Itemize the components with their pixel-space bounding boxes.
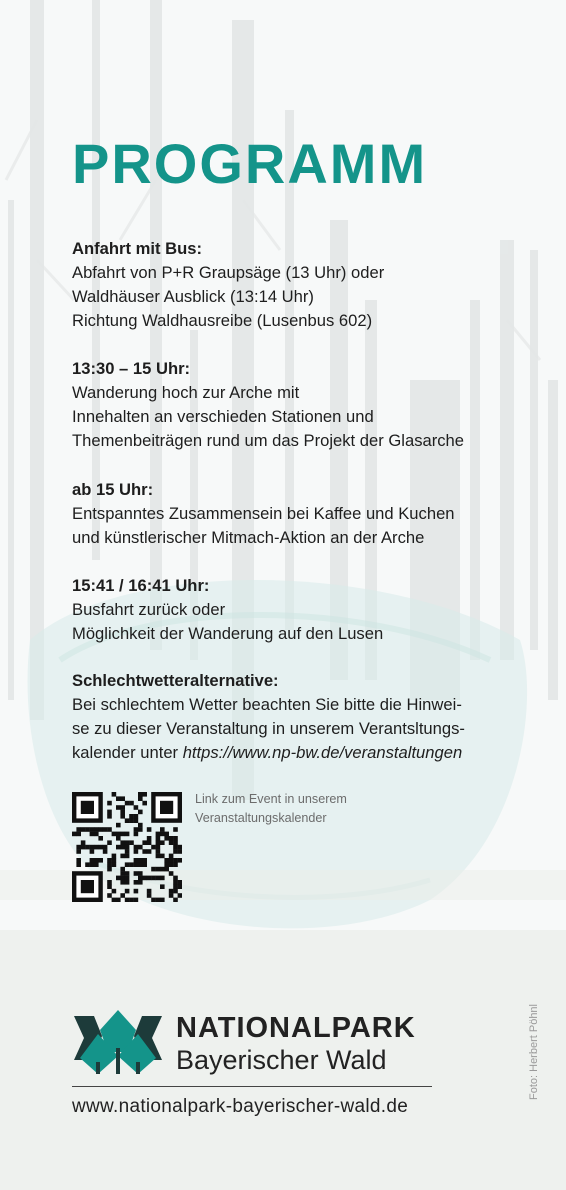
- website-link[interactable]: www.nationalpark-bayerischer-wald.de: [72, 1096, 409, 1117]
- section-heading: Anfahrt mit Bus:: [72, 239, 202, 258]
- section-bad-weather: [72, 669, 542, 765]
- qr-code-icon: [72, 792, 182, 902]
- section-line: Möglichkeit der Wanderung auf den Lusen: [72, 624, 384, 643]
- qr-caption-line: Link zum Event in unserem: [195, 792, 347, 806]
- photo-credit: Foto: Herbert Pöhnl: [528, 1004, 540, 1100]
- section-heading: 15:41 / 16:41 Uhr:: [72, 576, 210, 595]
- nationalpark-tree-logo-icon: [72, 1008, 164, 1076]
- section-heading: 13:30 – 15 Uhr:: [72, 359, 191, 378]
- section-line: Wanderung hoch zur Arche mit: [72, 383, 300, 402]
- section-line: Themenbeiträgen rund um das Projekt der Glasarche: [72, 431, 465, 450]
- section-line: Waldhäuser Ausblick (13:14 Uhr): [72, 287, 314, 306]
- events-calendar-link[interactable]: https://www.np-bw.de/veranstaltungen: [182, 743, 463, 762]
- section-line: se zu dieser Veranstaltung in unserem Verantsltungs-: [72, 719, 465, 738]
- section-bus-arrival: [72, 237, 542, 333]
- nationalpark-logo: [72, 1008, 434, 1076]
- brand-subtitle: Bayerischer Wald: [176, 1045, 387, 1075]
- page-title: PROGRAMM: [72, 132, 428, 195]
- section-line-prefix: kalender unter: [72, 743, 183, 762]
- section-line: und künstlerischer Mitmach-Aktion an der Arche: [72, 528, 425, 547]
- qr-caption: [195, 790, 347, 828]
- section-return: [72, 574, 542, 646]
- section-hike: [72, 357, 542, 453]
- section-line: Innehalten an verschieden Stationen und: [72, 407, 374, 426]
- qr-caption-line: Veranstaltungskalender: [195, 811, 327, 825]
- brand-name: NATIONALPARK: [176, 1012, 416, 1044]
- section-gathering: [72, 478, 542, 550]
- section-line: Abfahrt von P+R Graupsäge (13 Uhr) oder: [72, 263, 385, 282]
- section-line: Richtung Waldhausreibe (Lusenbus 602): [72, 311, 373, 330]
- divider: [72, 1086, 432, 1087]
- section-heading: ab 15 Uhr:: [72, 480, 154, 499]
- section-line: Entspanntes Zusammensein bei Kaffee und Kuchen: [72, 504, 455, 523]
- section-line-with-link: [72, 741, 542, 765]
- section-line: Bei schlechtem Wetter beachten Sie bitte die Hinwei-: [72, 695, 462, 714]
- qr-code[interactable]: [72, 792, 182, 902]
- section-line: Busfahrt zurück oder: [72, 600, 226, 619]
- section-heading: Schlechtwetteralternative:: [72, 671, 279, 690]
